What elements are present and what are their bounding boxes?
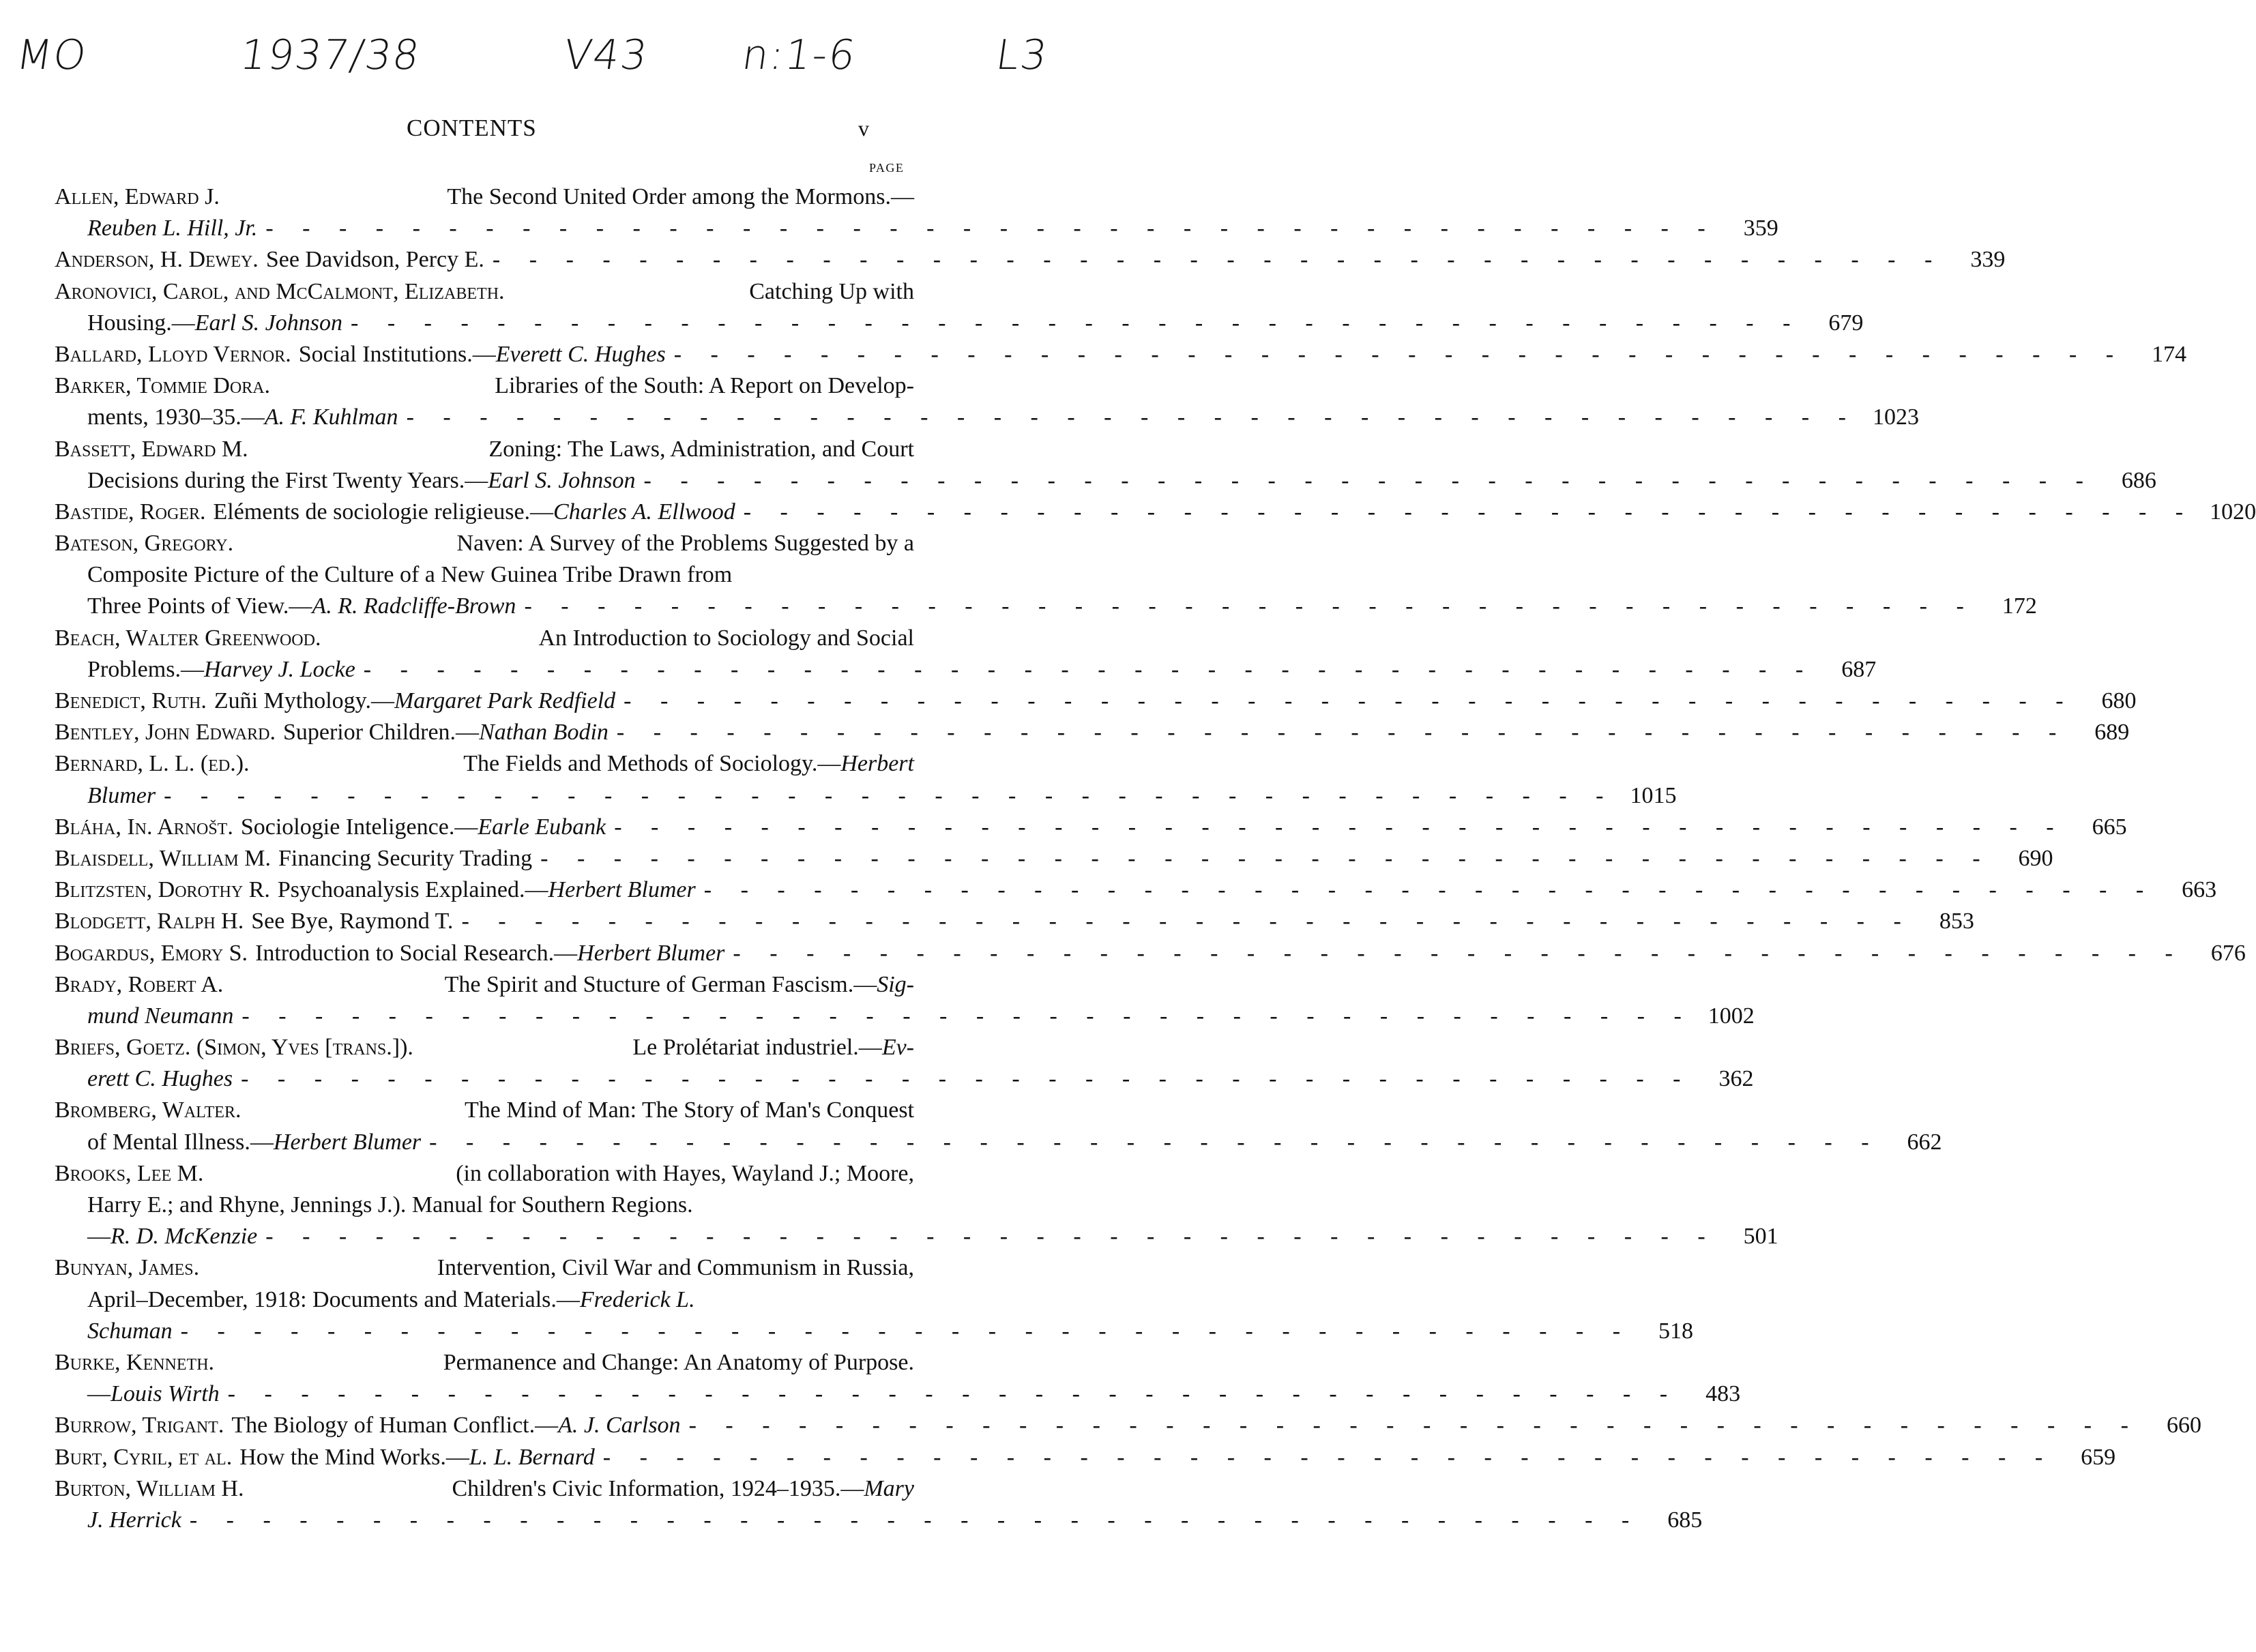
entry-title-text: See Davidson, Percy E. [265,247,484,273]
dot-leader: - - - - - - - - - - - - - - - - - - - - - - - - - - - - - - - - - - - - - - - - [429,1129,1881,1155]
entry-page-number: 1002 [1708,1003,1755,1029]
dot-leader: - - - - - - - - - - - - - - - - - - - - - - - - - - - - - - - - - - - - - - - - [524,593,1976,619]
contents-entry [55,812,2127,843]
entry-first-line [55,1095,914,1126]
contents-entry [55,276,1864,339]
dot-leader: - - - - - - - - - - - - - - - - - - - - - - - - - - - - - - - - - - - - - - - - [406,404,1858,430]
entry-page-number: 1023 [1872,404,1919,430]
entry-page-number: 660 [2166,1413,2201,1439]
dot-leader: - - - - - - - - - - - - - - - - - - - - - - - - - - - - - - - - - - - - - - - - [461,909,1913,934]
entry-continuation-line [55,308,1864,339]
dot-leader: - - - - - - - - - - - - - - - - - - - - - - - - - - - - - - - - - - - - - - - - [189,1507,1641,1533]
entry-title-text: Composite Picture of the Culture of a New Guinea Tribe Drawn from [87,562,733,588]
entry-page-number: 174 [2152,341,2187,367]
entry-author: Anderson, H. Dewey. [55,247,259,273]
contents-entry [55,1473,1703,1536]
dot-leader: - - - - - - - - - - - - - - - - - - - - - - - - - - - - - - - - - - - - - - - - [614,814,2066,840]
page-number: v [858,116,869,141]
entry-title-text: See Bye, Raymond T. [251,909,454,934]
entry-first-line [55,181,914,213]
entry-author: Bromberg, Walter. [55,1097,241,1123]
entry-author: Brady, Robert A. [55,971,224,997]
dot-leader: - - - - - - - - - - - - - - - - - - - - - - - - - - - - - - - - - - - - - - - - [673,341,2126,367]
entry-page-number: 685 [1667,1507,1703,1533]
entry-first-line [55,843,2053,874]
contents-entry [55,339,2187,370]
entry-title-text: The Second United Order among the Mormons.— [447,184,914,209]
entry-title-text: Intervention, Civil War and Communism in Russia, [437,1255,914,1281]
contents-entry [55,685,2137,717]
entry-title-text: Schuman [87,1318,173,1344]
dot-leader: - - - - - - - - - - - - - - - - - - - - - - - - - - - - - - - - - - - - - - - - [492,247,1944,273]
entry-page-number: 339 [1970,247,2006,273]
entry-page-number: 362 [1718,1066,1754,1092]
entry-continuation-line [55,1378,1741,1410]
entry-author: Barker, Tommie Dora. [55,373,271,399]
handwritten-note-4: n:1-6 [739,31,860,79]
contents-entry [55,938,2246,969]
entry-continuation-line [55,654,1877,685]
entry-first-line [55,370,914,402]
entry-continuation-line [55,1221,1778,1252]
entry-first-line [55,1032,914,1063]
entry-title-text: of Mental Illness.—Herbert Blumer [87,1129,422,1155]
dot-leader: - - - - - - - - - - - - - - - - - - - - - - - - - - - - - - - - - - - - - - - - [540,845,1992,871]
dot-leader: - - - - - - - - - - - - - - - - - - - - - - - - - - - - - - - - - - - - - - - - [616,720,2068,746]
entry-title-text: Three Points of View.—A. R. Radcliffe-Brown [87,593,516,619]
entry-author: Beach, Walter Greenwood. [55,625,321,651]
entry-continuation-line [55,213,1778,244]
entry-author: Bernard, L. L. (ed.). [55,751,250,777]
entry-title-text: —Louis Wirth [87,1381,220,1407]
entry-author: Bateson, Gregory. [55,531,234,557]
contents-entry [55,717,2130,748]
entry-continuation-line [55,465,2156,497]
entry-author: Brooks, Lee M. [55,1160,204,1186]
entry-page-number: 518 [1658,1318,1694,1344]
entry-author: Blitzsten, Dorothy R. [55,877,270,903]
entry-first-line [55,1473,914,1505]
entry-author: Benedict, Ruth. [55,688,207,713]
entry-first-line [55,717,2130,748]
dot-leader: - - - - - - - - - - - - - - - - - - - - - - - - - - - - - - - - - - - - - - - - [180,1318,1632,1344]
dot-leader: - - - - - - - - - - - - - - - - - - - - - - - - - - - - - - - - - - - - - - - - [363,656,1815,682]
dot-leader: - - - - - - - - - - - - - - - - - - - - - - - - - - - - - - - - - - - - - - - - [265,1224,1717,1250]
contents-entry [55,969,1755,1032]
entry-author: Burrow, Trigant. [55,1413,224,1439]
dot-leader: - - - - - - - - - - - - - - - - - - - - - - - - - - - - - - - - - - - - - - - - [241,1003,1693,1029]
entry-author: Blaisdell, William M. [55,845,272,871]
entry-author: Ballard, Lloyd Vernor. [55,341,291,367]
entry-title-text: Harry E.; and Rhyne, Jennings J.). Manual for Southern Regions. [87,1192,693,1218]
dot-leader: - - - - - - - - - - - - - - - - - - - - - - - - - - - - - - - - - - - - - - - - [241,1066,1693,1092]
contents-entry [55,1410,2201,1441]
contents-entry [55,1095,1942,1157]
entry-title-text: Permanence and Change: An Anatomy of Purpose. [443,1349,914,1375]
dot-leader: - - - - - - - - - - - - - - - - - - - - - - - - - - - - - - - - - - - - - - - - [624,688,2075,713]
entry-continuation-line [55,1316,1694,1347]
contents-entry [55,1252,1694,1347]
contents-entry [55,843,2053,874]
entry-page-number: 689 [2094,720,2130,746]
entry-title-text: Superior Children.—Nathan Bodin [282,720,609,746]
entry-page-number: 687 [1841,656,1877,682]
entry-title-text: Decisions during the First Twenty Years.—Earl S. Johnson [87,467,636,493]
handwritten-note-3: V43 [560,31,651,79]
entry-first-line [55,812,2127,843]
entry-author: Bassett, Edward M. [55,436,248,462]
entry-title-text: ments, 1930–35.—A. F. Kuhlman [87,404,398,430]
entry-first-line [55,497,2256,528]
contents-entry [55,906,1974,937]
entry-continuation-line [55,1063,1754,1095]
contents-entry [55,370,1919,433]
entry-title-text: J. Herrick [87,1507,181,1533]
entry-title-text: mund Neumann [87,1003,234,1029]
dot-leader: - - - - - - - - - - - - - - - - - - - - - - - - - - - - - - - - - - - - - - - - [688,1413,2140,1439]
entry-title-text: —R. D. McKenzie [87,1224,258,1250]
entry-author: Bláha, In. Arnošt. [55,814,233,840]
entry-continuation-line [55,402,1919,433]
handwritten-annotation [0,20,1081,95]
contents-entry [55,623,1877,685]
entry-author: Blodgett, Ralph H. [55,909,244,934]
entry-first-line [55,685,2137,717]
entry-title-text: Zuñi Mythology.—Margaret Park Redfield [214,688,616,713]
dot-leader: - - - - - - - - - - - - - - - - - - - - - - - - - - - - - - - - - - - - - - - - [703,877,2156,903]
contents-entry [55,874,2217,906]
entry-page-number: 172 [2002,593,2037,619]
entry-author: Briefs, Goetz. (Simon, Yves [trans.]). [55,1035,413,1061]
entry-page-number: 659 [2081,1444,2116,1470]
contents-entry [55,181,1778,244]
entry-author: Burton, William H. [55,1475,244,1501]
entry-title-text: Zoning: The Laws, Administration, and Court [488,436,914,462]
page-title: CONTENTS [407,115,537,141]
entry-title-text: The Spirit and Stucture of German Fascism.—Sig- [444,971,914,997]
entry-continuation-line [55,1190,914,1221]
entry-first-line [55,1252,914,1284]
handwritten-note-2: 1937/38 [237,31,424,79]
entry-author: Aronovici, Carol, and McCalmont, Elizabeth. [55,278,505,304]
entry-page-number: 1020 [2210,499,2256,525]
entry-first-line [55,1442,2116,1473]
entry-title-text: April–December, 1918: Documents and Materials.—Frederick L. [87,1286,695,1312]
entry-continuation-line [55,559,914,591]
entry-first-line [55,1347,914,1378]
entry-title-text: (in collaboration with Hayes, Wayland J.; Moore, [456,1160,914,1186]
entry-title-text: Le Prolétariat industriel.—Ev- [632,1035,914,1061]
entry-page-number: 1015 [1630,782,1677,808]
entry-page-number: 359 [1743,216,1778,241]
contents-entry [55,1032,1754,1095]
entry-page-number: 483 [1705,1381,1741,1407]
entry-first-line [55,434,914,465]
dot-leader: - - - - - - - - - - - - - - - - - - - - - - - - - - - - - - - - - - - - - - - - [743,499,2195,525]
entry-title-text: Introduction to Social Research.—Herbert Blumer [255,940,725,966]
contents-entry [55,1442,2116,1473]
entry-page-number: 501 [1743,1224,1778,1250]
entry-continuation-line [55,1001,1755,1032]
entry-title-text: Children's Civic Information, 1924–1935.—Mary [452,1475,914,1501]
entry-title-text: The Fields and Methods of Sociology.—Herbert [463,751,914,777]
entry-page-number: 676 [2210,940,2246,966]
handwritten-note-1: MO [13,31,91,79]
entry-first-line [55,244,2006,276]
dot-leader: - - - - - - - - - - - - - - - - - - - - - - - - - - - - - - - - - - - - - - - - [351,310,1802,336]
contents-entry [55,244,2006,276]
entry-title-text: How the Mind Works.—L. L. Bernard [239,1444,595,1470]
entry-first-line [55,906,1974,937]
dot-leader: - - - - - - - - - - - - - - - - - - - - - - - - - - - - - - - - - - - - - - - - [164,782,1615,808]
handwritten-note-5: L3 [993,31,1052,79]
entry-author: Bentley, John Edward. [55,720,276,746]
entry-continuation-line [55,1284,914,1316]
entry-title-text: Housing.—Earl S. Johnson [87,310,343,336]
contents-entry [55,497,2256,528]
entry-title-text: erett C. Hughes [87,1066,233,1092]
entry-title-text: Problems.—Harvey J. Locke [87,656,355,682]
entry-title-text: An Introduction to Sociology and Social [538,625,914,651]
entry-continuation-line [55,1127,1942,1158]
entry-page-number: 662 [1907,1129,1942,1155]
dot-leader: - - - - - - - - - - - - - - - - - - - - - - - - - - - - - - - - - - - - - - - - [643,467,2095,493]
entry-page-number: 853 [1939,909,1974,934]
entry-page-number: 686 [2121,467,2156,493]
entry-title-text: Social Institutions.—Everett C. Hughes [298,341,666,367]
entry-title-text: The Biology of Human Conflict.—A. J. Carlson [231,1413,681,1439]
contents-list [55,181,2256,1536]
entry-title-text: Catching Up with [749,278,914,304]
contents-entry [55,748,1677,811]
contents-entry [55,1347,1741,1410]
entry-page-number: 680 [2101,688,2137,713]
dot-leader: - - - - - - - - - - - - - - - - - - - - - - - - - - - - - - - - - - - - - - - - [733,940,2184,966]
entry-title-text: Financing Security Trading [278,845,533,871]
contents-entry [55,1158,1778,1253]
entry-title-text: Eléments de sociologie religieuse.—Charles A. Ellwood [213,499,735,525]
entry-continuation-line [55,591,2037,622]
dot-leader: - - - - - - - - - - - - - - - - - - - - - - - - - - - - - - - - - - - - - - - - [227,1381,1680,1407]
contents-entry [55,434,2156,497]
entry-first-line [55,874,2217,906]
entry-page-number: 663 [2182,877,2217,903]
entry-first-line [55,938,2246,969]
dot-leader: - - - - - - - - - - - - - - - - - - - - - - - - - - - - - - - - - - - - - - - - [602,1444,2055,1470]
entry-page-number: 665 [2092,814,2127,840]
entry-first-line [55,276,914,308]
entry-title-text: Libraries of the South: A Report on Develop- [495,373,914,399]
entry-first-line [55,969,914,1001]
entry-title-text: Blumer [87,782,156,808]
entry-author: Bunyan, James. [55,1255,200,1281]
entry-first-line [55,339,2187,370]
entry-author: Bastide, Roger. [55,499,206,525]
contents-entry [55,528,2037,623]
entry-title-text: Reuben L. Hill, Jr. [87,216,258,241]
entry-title-text: Sociologie Inteligence.—Earle Eubank [240,814,606,840]
entry-author: Burt, Cyril, et al. [55,1444,233,1470]
entry-first-line [55,528,914,559]
entry-first-line [55,748,914,780]
page-header [0,109,1076,150]
entry-page-number: 690 [2018,845,2053,871]
entry-title-text: Naven: A Survey of the Problems Suggested by a [456,531,914,557]
entry-continuation-line [55,1505,1703,1536]
entry-author: Bogardus, Emory S. [55,940,248,966]
entry-first-line [55,623,914,654]
page-column-label: PAGE [869,161,905,175]
entry-continuation-line [55,780,1677,812]
entry-page-number: 679 [1828,310,1864,336]
entry-first-line [55,1410,2201,1441]
dot-leader: - - - - - - - - - - - - - - - - - - - - - - - - - - - - - - - - - - - - - - - - [265,216,1717,241]
entry-title-text: Psychoanalysis Explained.—Herbert Blumer [277,877,696,903]
entry-author: Burke, Kenneth. [55,1349,215,1375]
entry-author: Allen, Edward J. [55,184,220,209]
entry-title-text: The Mind of Man: The Story of Man's Conquest [465,1097,914,1123]
entry-first-line [55,1158,914,1190]
